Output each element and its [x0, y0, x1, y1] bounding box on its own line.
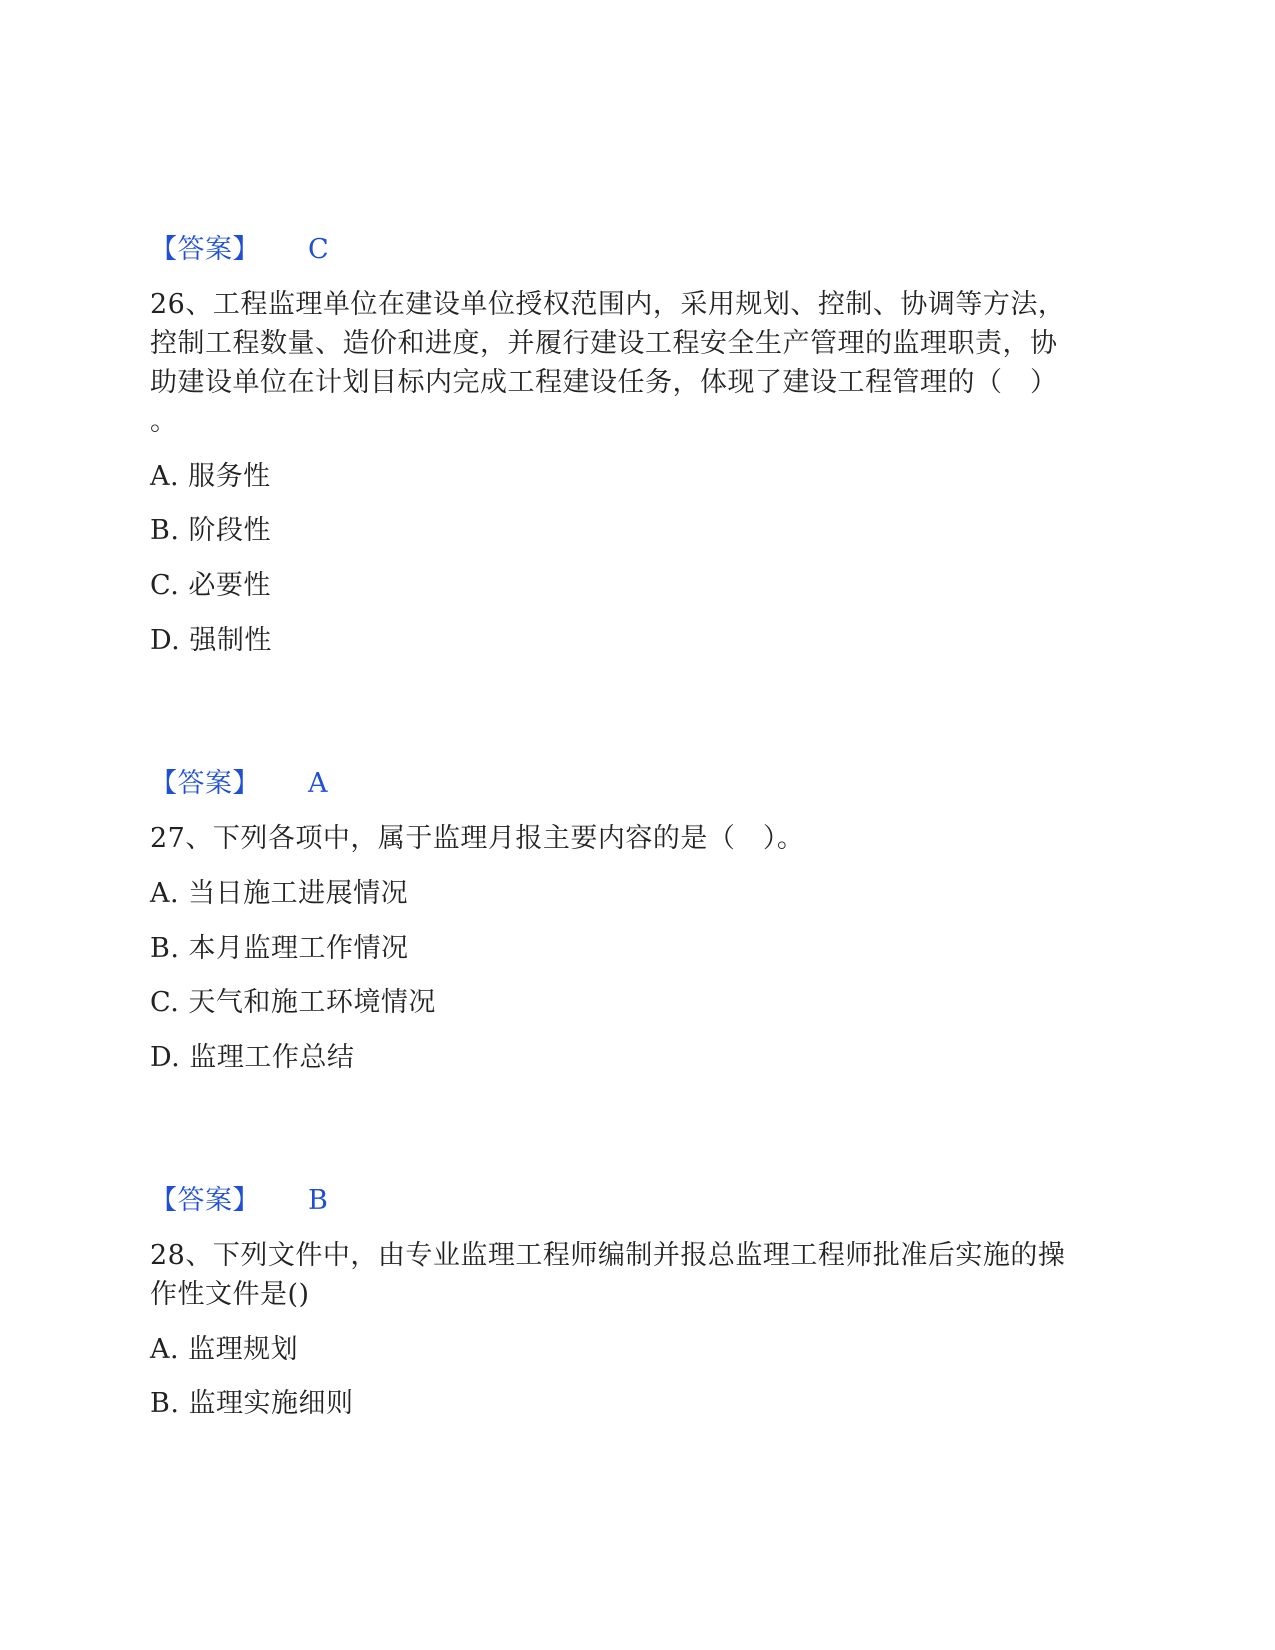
answer-line: [150, 1181, 450, 1221]
answer-label: 【答案】: [150, 1185, 260, 1216]
answer-line: [150, 764, 450, 804]
option-b: B. 监理实施细则: [150, 1388, 354, 1419]
answer-value: B: [308, 1185, 329, 1216]
option-a: A. 当日施工进展情况: [150, 878, 409, 909]
answer-value: A: [308, 768, 328, 799]
question-text-line: 控制工程数量、造价和进度，并履行建设工程安全生产管理的监理职责，协: [150, 328, 1058, 359]
option-c: C. 天气和施工环境情况: [150, 987, 436, 1018]
answer-line: [150, 230, 450, 270]
question-text-line: 作性文件是(): [150, 1279, 310, 1310]
option-b: B. 阶段性: [150, 515, 272, 546]
option-d: D. 监理工作总结: [150, 1042, 355, 1073]
option-a: A. 监理规划: [150, 1334, 299, 1365]
question-text-line: 26、工程监理单位在建设单位授权范围内，采用规划、控制、协调等方法，: [150, 289, 1066, 320]
answer-label: 【答案】: [150, 768, 260, 799]
question-text-line: 28、下列文件中，由专业监理工程师编制并报总监理工程师批准后实施的操: [150, 1240, 1066, 1271]
option-a: A. 服务性: [150, 461, 271, 492]
question-text-line: 27、下列各项中，属于监理月报主要内容的是（ ）。: [150, 823, 805, 854]
question-text-line: 。: [150, 406, 178, 437]
answer-value: C: [308, 234, 330, 265]
option-b: B. 本月监理工作情况: [150, 933, 409, 964]
option-c: C. 必要性: [150, 570, 271, 601]
option-d: D. 强制性: [150, 625, 272, 656]
question-text-line: 助建设单位在计划目标内完成工程建设任务，体现了建设工程管理的（ ）: [150, 367, 1058, 398]
answer-label: 【答案】: [150, 234, 260, 265]
